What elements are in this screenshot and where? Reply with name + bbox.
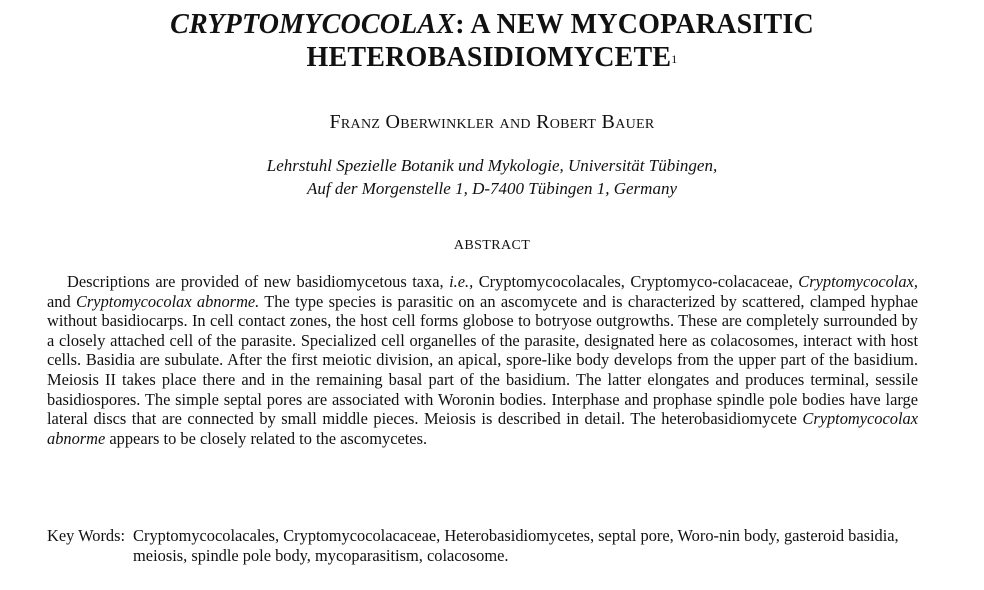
paper-title: [0, 8, 984, 74]
affiliation: [0, 154, 984, 200]
abstract-body: [47, 272, 918, 448]
keywords-label: Key Words:: [47, 526, 126, 545]
abstract-seg-4: The type species is parasitic on an ascomycete and is characterized by scattered, clamped hyphae without basidiocarps. In cell contact zones, the host cell forms globose to botryose outgrowths. These are completely surrounded by a closely attached cell of the parasite. Specialized cell organelles of the parasite, designated here as colacosomes, interact with host cells. Basidia are subulate. After the first meiotic division, an apical, spore-like body develops from the upper part of the basidium. Meiosis II takes place there and in the remaining basal part of the basidium. The latter elongates and produces terminal, sessile basidiospores. The simple septal pores are associated with Woronin bodies. Interphase and prophase spindle pole bodies have large lateral discs that are connected by small middle pieces. Meiosis is described in detail. The heterobasidiomycete: [47, 291, 918, 429]
abstract-species-2: Cryptomycocolax abnorme: [47, 409, 918, 448]
affiliation-line-1: Lehrstuhl Spezielle Botanik und Mykologie, Universität Tübingen,: [266, 156, 718, 175]
title-line-2-text: HETEROBASIDIOMYCETE: [306, 42, 672, 73]
abstract-ie: i.e.,: [449, 272, 474, 291]
abstract-seg-3: and: [47, 291, 76, 311]
abstract-genus: Cryptomycocolax,: [798, 272, 919, 291]
keywords: [47, 526, 918, 566]
abstract-seg-2: Cryptomycocolacales, Cryptomyco-colacaceae,: [473, 272, 799, 291]
title-line-2: [0, 41, 984, 74]
title-genus: CRYPTOMYCOCOLAX: [170, 9, 456, 40]
title-rest: : A NEW MYCOPARASITIC: [455, 9, 814, 40]
authors: Franz Oberwinkler and Robert Bauer: [329, 111, 655, 133]
title-footnote-mark: 1: [671, 52, 678, 66]
abstract-seg-5: appears to be closely related to the ascomycetes.: [105, 428, 428, 448]
abstract-seg-1: Descriptions are provided of new basidiomycetous taxa,: [67, 272, 450, 291]
keywords-text: Cryptomycocolacales, Cryptomycocolacaceae, Heterobasidiomycetes, septal pore, Woro-nin body, gasteroid basidia, meiosis, spindle pole body, mycoparasitism, colacosome.: [133, 526, 899, 565]
title-line-1: [0, 8, 984, 41]
affiliation-line-2: Auf der Morgenstelle 1, D-7400 Tübingen 1, Germany: [306, 179, 677, 198]
abstract-heading: ABSTRACT: [453, 238, 531, 253]
abstract-species: Cryptomycocolax abnorme.: [75, 291, 260, 311]
